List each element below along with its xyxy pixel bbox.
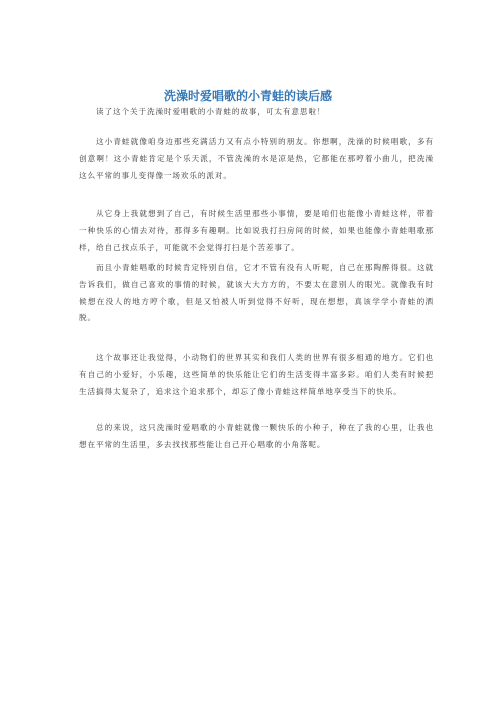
paragraph-intro: 读了这个关于洗澡时爱唱歌的小青蛙的故事，可太有意思啦！ [96,107,326,116]
paragraph-self-reflection: 从它身上我就想到了自己，有时候生活里那些小事情，要是咱们也能像小青蛙这样，带着一种快乐的心情去对待，那得多有趣啊。比如说我打扫房间的时候，如果也能像小青蛙唱歌那样，给自己找点乐子，可能就不会觉得打扫是个苦差事了。 [79,209,434,252]
paragraph-animal-world: 这个故事还让我觉得，小动物们的世界其实和我们人类的世界有很多相通的地方。它们也有自己的小爱好，小乐趣，这些简单的快乐能让它们的生活变得丰富多彩。咱们人类有时候把生活搞得太复杂了，追求这个追求那个，却忘了像小青蛙这样简单地享受当下的快乐。 [79,353,434,396]
document-title: 洗澡时爱唱歌的小青蛙的读后感 [163,89,332,103]
paragraph-confidence: 而且小青蛙唱歌的时候肯定特别自信，它才不管有没有人听呢，自己在那陶醉得很。这就告诉我们，做自己喜欢的事情的时候，就该大大方方的，不要太在意别人的眼光。就像我有时候想在没人的地方哼个歌，但是又怕被人听到觉得不好听，现在想想，真该学学小青蛙的洒脱。 [79,263,434,323]
paragraph-conclusion: 总的来说，这只洗澡时爱唱歌的小青蛙就像一颗快乐的小种子，种在了我的心里，让我也想在平常的生活里，多去找找那些能让自己开心唱歌的小角落呢。 [79,423,434,449]
paragraph-frog-description: 这小青蛙就像咱身边那些充满活力又有点小特别的朋友。你想啊，洗澡的时候唱歌，多有创意啊！这小青蛙肯定是个乐天派，不管洗澡的水是凉是热，它都能在那哼着小曲儿，把洗澡这么平常的事儿变得像一场欢乐的派对。 [79,137,434,180]
